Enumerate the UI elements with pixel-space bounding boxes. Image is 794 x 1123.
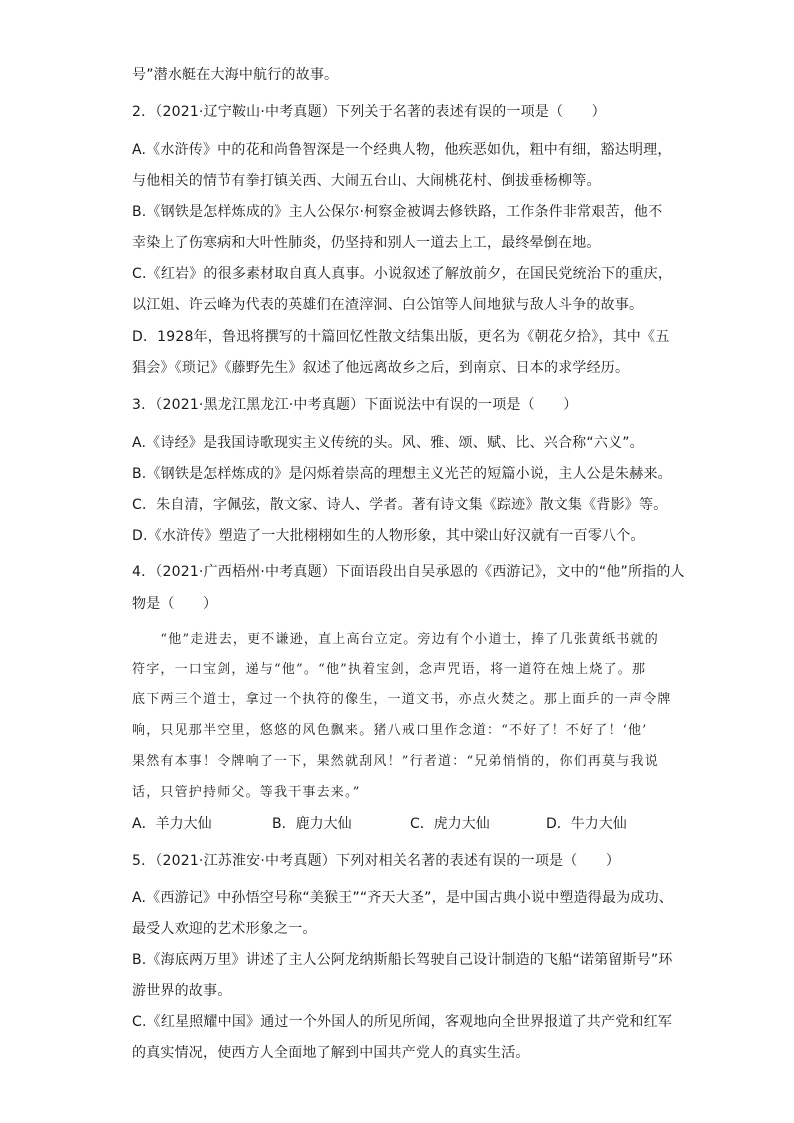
option-a: A．羊力大仙 xyxy=(132,816,212,832)
question-5-option-c: C.《红星照耀中国》通过一个外国人的所见所闻，客观地向全世界报道了共产党和红军 xyxy=(132,1014,673,1030)
text-line: 与他相关的情节有拳打镇关西、大闹五台山、大闹桃花村、倒拔垂杨柳等。 xyxy=(132,173,601,189)
question-5-option-a: A.《西游记》中孙悟空号称“美猴王”“齐天大圣”，是中国古典小说中塑造得最为成功、 xyxy=(132,890,673,906)
question-2-stem: 2．（2021·辽宁鞍山·中考真题）下列关于名著的表述有误的一项是（ ） xyxy=(132,104,606,120)
passage-line: 底下两三个道士，拿过一个执符的像生，一道文书，亦点火焚之。那上面乒的一声令牌 xyxy=(132,692,672,707)
question-4-stem: 4．（2021·广西梧州·中考真题）下面语段出自吴承恩的《西游记》，文中的“他”所指的人 xyxy=(132,564,685,580)
passage-line: “他”走进去，更不谦逊，直上高台立定。旁边有个小道士，捧了几张黄纸书就的 xyxy=(132,632,659,647)
text-line: 以江姐、许云峰为代表的英雄们在渣滓洞、白公馆等人间地狱与敌人斗争的故事。 xyxy=(132,297,644,313)
option-b: B．鹿力大仙 xyxy=(272,816,352,832)
question-2-option-b: B.《钢铁是怎样炼成的》主人公保尔·柯察金被调去修铁路，工作条件非常艰苦，他不 xyxy=(132,204,663,220)
text-line: 幸染上了伤寒病和大叶性肺炎，仍坚持和别人一道去上工，最终晕倒在地。 xyxy=(132,235,601,251)
question-3-option-c: C．朱自清，字佩弦，散文家、诗人、学者。著有诗文集《踪迹》散文集《背影》等。 xyxy=(132,497,668,513)
passage-line: 果然有本事！令牌响了一下，果然就刮风！”行者道：“兄弟悄悄的，你们再莫与我说 xyxy=(132,754,659,769)
text-line: 猖会》《琐记》《藤野先生》叙述了他远离故乡之后，到南京、日本的求学经历。 xyxy=(132,360,630,376)
question-3-option-d: D.《水浒传》塑造了一大批栩栩如生的人物形象，其中梁山好汉就有一百零八个。 xyxy=(132,528,645,544)
text-line: 游世界的故事。 xyxy=(132,983,232,999)
question-2-option-c: C.《红岩》的很多素材取自真人真事。小说叙述了解放前夕，在国民党统治下的重庆， xyxy=(132,266,673,282)
text-line: 的真实情况，使西方人全面地了解到中国共产党人的真实生活。 xyxy=(132,1045,530,1061)
option-d: D．牛力大仙 xyxy=(546,816,627,832)
question-3-stem: 3．（2021·黑龙江黑龙江·中考真题）下面说法中有误的一项是（ ） xyxy=(132,397,578,413)
question-2-option-d: D．1928年，鲁迅将撰写的十篇回忆性散文结集出版，更名为《朝花夕拾》，其中《五 xyxy=(132,329,670,345)
passage-line: 符字，一口宝剑，递与“他”。“他”执着宝剑，念声咒语，将一道符在烛上烧了。那 xyxy=(132,662,647,677)
passage-line: 话，只管护持师父。等我干事去来。” xyxy=(132,785,361,800)
question-2-option-a: A.《水浒传》中的花和尚鲁智深是一个经典人物，他疾恶如仇，粗中有细，豁达明理， xyxy=(132,142,672,158)
question-3-option-b: B.《钢铁是怎样炼成的》是闪烁着崇高的理想主义光芒的短篇小说，主人公是朱赫来。 xyxy=(132,466,672,482)
question-5-stem: 5．（2021·江苏淮安·中考真题）下列对相关名著的表述有误的一项是（ ） xyxy=(132,853,621,869)
text-line: 物是（ ） xyxy=(132,596,218,612)
question-3-option-a: A.《诗经》是我国诗歌现实主义传统的头。风、雅、颂、赋、比、兴合称“六义”。 xyxy=(132,435,644,451)
text-line: 最受人欢迎的艺术形象之一。 xyxy=(132,921,317,937)
passage-line: 响，只见那半空里，悠悠的风色飘来。猪八戒口里作念道：“不好了！不好了！‘他’ xyxy=(132,723,648,738)
question-4-options xyxy=(132,815,672,835)
option-c: C．虎力大仙 xyxy=(410,816,490,832)
question-5-option-b: B.《海底两万里》讲述了主人公阿龙纳斯船长驾驶自己设计制造的飞船“诺第留斯号”环 xyxy=(132,952,673,968)
text-line: 号”潜水艇在大海中航行的故事。 xyxy=(132,67,339,83)
